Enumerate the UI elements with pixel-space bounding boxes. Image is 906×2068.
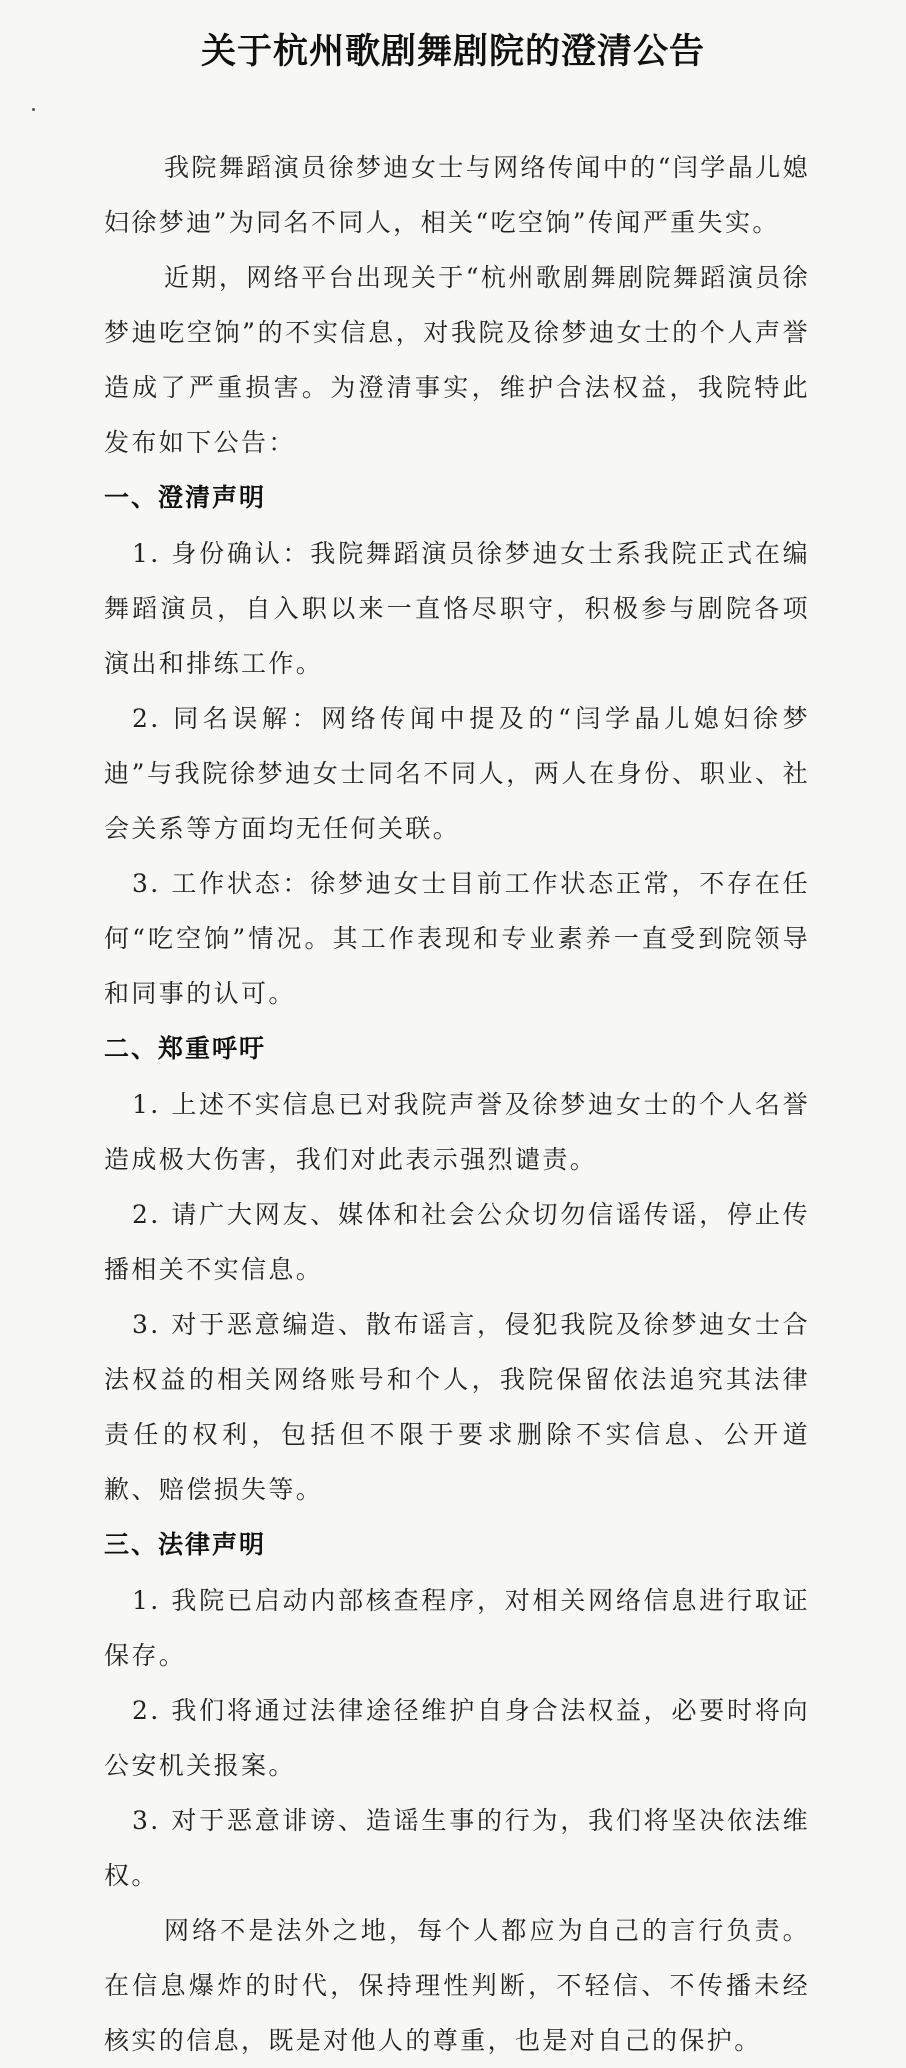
intro-paragraph-1: 我院舞蹈演员徐梦迪女士与网络传闻中的“闫学晶儿媳妇徐梦迪”为同名不同人，相关“吃空饷”传闻严重失实。 bbox=[104, 153, 810, 237]
appeal-item-2: 2. 请广大网友、媒体和社会公众切勿信谣传谣，停止传播相关不实信息。 bbox=[104, 1200, 810, 1284]
legal-item-2: 2. 我们将通过法律途径维护自身合法权益，必要时将向公安机关报案。 bbox=[104, 1696, 810, 1780]
appeal-item-3: 3. 对于恶意编造、散布谣言，侵犯我院及徐梦迪女士合法权益的相关网络账号和个人，我院保留依法追究其法律责任的权利，包括但不限于要求删除不实信息、公开道歉、赔偿损失等。 bbox=[104, 1310, 810, 1504]
clarification-item-2: 2. 同名误解：网络传闻中提及的“闫学晶儿媳妇徐梦迪”与我院徐梦迪女士同名不同人，两人在身份、职业、社会关系等方面均无任何关联。 bbox=[104, 704, 810, 843]
appeal-item-1: 1. 上述不实信息已对我院声誉及徐梦迪女士的个人名誉造成极大伤害，我们对此表示强烈谴责。 bbox=[104, 1090, 810, 1174]
section-heading-clarification: 一、澄清声明 bbox=[104, 483, 267, 512]
section-heading-appeal: 二、郑重呼吁 bbox=[104, 1034, 267, 1063]
legal-item-1: 1. 我院已启动内部核查程序，对相关网络信息进行取证保存。 bbox=[104, 1586, 810, 1670]
closing-paragraph: 网络不是法外之地，每个人都应为自己的言行负责。在信息爆炸的时代，保持理性判断，不轻信、不传播未经核实的信息，既是对他人的尊重，也是对自己的保护。 bbox=[104, 1916, 810, 2055]
clarification-item-1: 1. 身份确认：我院舞蹈演员徐梦迪女士系我院正式在编舞蹈演员，自入职以来一直恪尽职守，积极参与剧院各项演出和排练工作。 bbox=[104, 539, 810, 678]
clarification-item-3: 3. 工作状态：徐梦迪女士目前工作状态正常，不存在任何“吃空饷”情况。其工作表现和专业素养一直受到院领导和同事的认可。 bbox=[104, 869, 810, 1008]
announcement-body bbox=[104, 140, 810, 2068]
intro-paragraph-2: 近期，网络平台出现关于“杭州歌剧舞剧院舞蹈演员徐梦迪吃空饷”的不实信息，对我院及徐梦迪女士的个人声誉造成了严重损害。为澄清事实，维护合法权益，我院特此发布如下公告： bbox=[104, 263, 810, 457]
scan-speck bbox=[32, 108, 35, 111]
page-title: 关于杭州歌剧舞剧院的澄清公告 bbox=[200, 32, 705, 72]
section-heading-legal: 三、法律声明 bbox=[104, 1530, 267, 1559]
legal-item-3: 3. 对于恶意诽谤、造谣生事的行为，我们将坚决依法维权。 bbox=[104, 1806, 810, 1890]
